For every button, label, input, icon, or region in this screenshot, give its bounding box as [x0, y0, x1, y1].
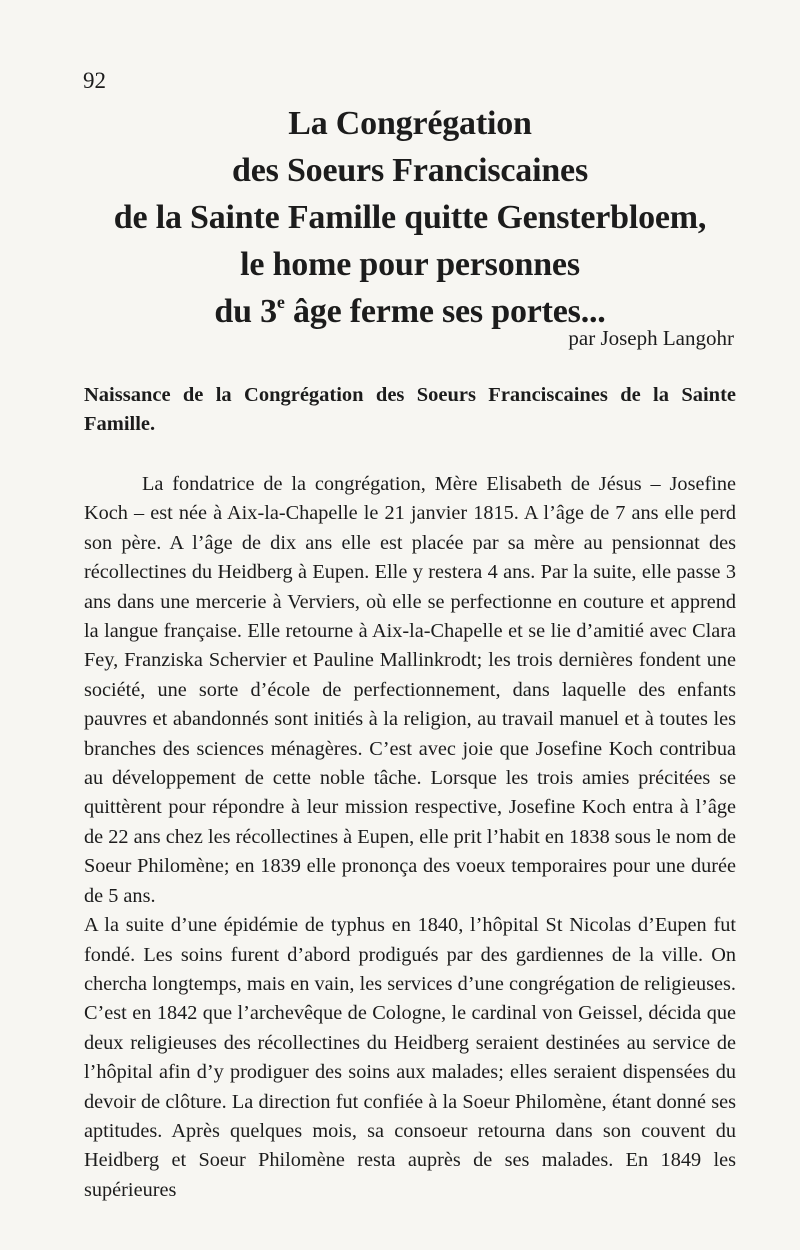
section-heading: Naissance de la Congrégation des Soeurs Franciscaines de la Sainte Famille.	[84, 384, 736, 435]
page-number: 92	[83, 68, 106, 93]
title-line-4: le home pour personnes	[240, 246, 580, 283]
title-line-1: La Congrégation	[288, 105, 532, 142]
paragraph-1: La fondatrice de la congrégation, Mère Elisabeth de Jésus – Josefine Koch – est née à Aix-la-Chapelle le 21 janvier 1815. A l’âge de 7 ans elle perd son père. A l’âge de dix ans elle est placée par sa mère au pensionnat des récollectines du Heidberg à Eupen. Elle y restera 4 ans. Par la suite, elle passe 3 ans dans une mercerie à Verviers, où elle se perfectionne en couture et apprend la langue française. Elle retourne à Aix-la-Chapelle et se lie d’amitié avec Clara Fey, Franziska Schervier et Pauline Mallinkrodt; les trois dernières fondent une société, une sorte d’école de perfectionnement, dans laquelle des enfants pauvres et abandonnés sont initiés à la religion, au travail manuel et à toutes les branches des sciences ménagères. C’est avec joie que Josefine Koch contribua au développement de cette noble tâche. Lorsque les trois amies précitées se quittèrent pour répondre à leur mission respective, Josefine Koch entra à l’âge de 22 ans chez les récollectines à Eupen, elle prit l’habit en 1838 sous le nom de Soeur Philomène; en 1839 elle prononça des voeux temporaires pour une durée de 5 ans.	[84, 473, 736, 907]
author-byline: par Joseph Langohr	[568, 326, 734, 350]
title-line-3: de la Sainte Famille quitte Gensterbloem,	[113, 199, 707, 236]
title-line-5-end: âge ferme ses portes...	[284, 293, 606, 330]
title-line-5-start: du 3	[214, 293, 277, 330]
article-title	[60, 100, 760, 335]
ordinal-superscript: e	[276, 292, 285, 312]
title-line-2: des Soeurs Franciscaines	[232, 152, 588, 189]
paragraph-2: A la suite d’une épidémie de typhus en 1840, l’hôpital St Nicolas d’Eupen fut fondé. Les soins furent d’abord prodigués par des gardiennes de la ville. On chercha longtemps, mais en vain, les services d’une congrégation de religieuses. C’est en 1842 que l’archevêque de Cologne, le cardinal von Geissel, décida que deux religieuses des récollectines du Heidberg seraient destinées au service de l’hôpital afin d’y prodiguer des soins aux malades; elles seraient dispensées du devoir de clôture. La direction fut confiée à la Soeur Philomène, étant donné ses aptitudes. Après quelques mois, sa consoeur retourna dans son couvent du Heidberg et Soeur Philomène resta auprès de ses malades. En 1849 les supérieures	[84, 914, 736, 1201]
body-text	[84, 470, 736, 1205]
